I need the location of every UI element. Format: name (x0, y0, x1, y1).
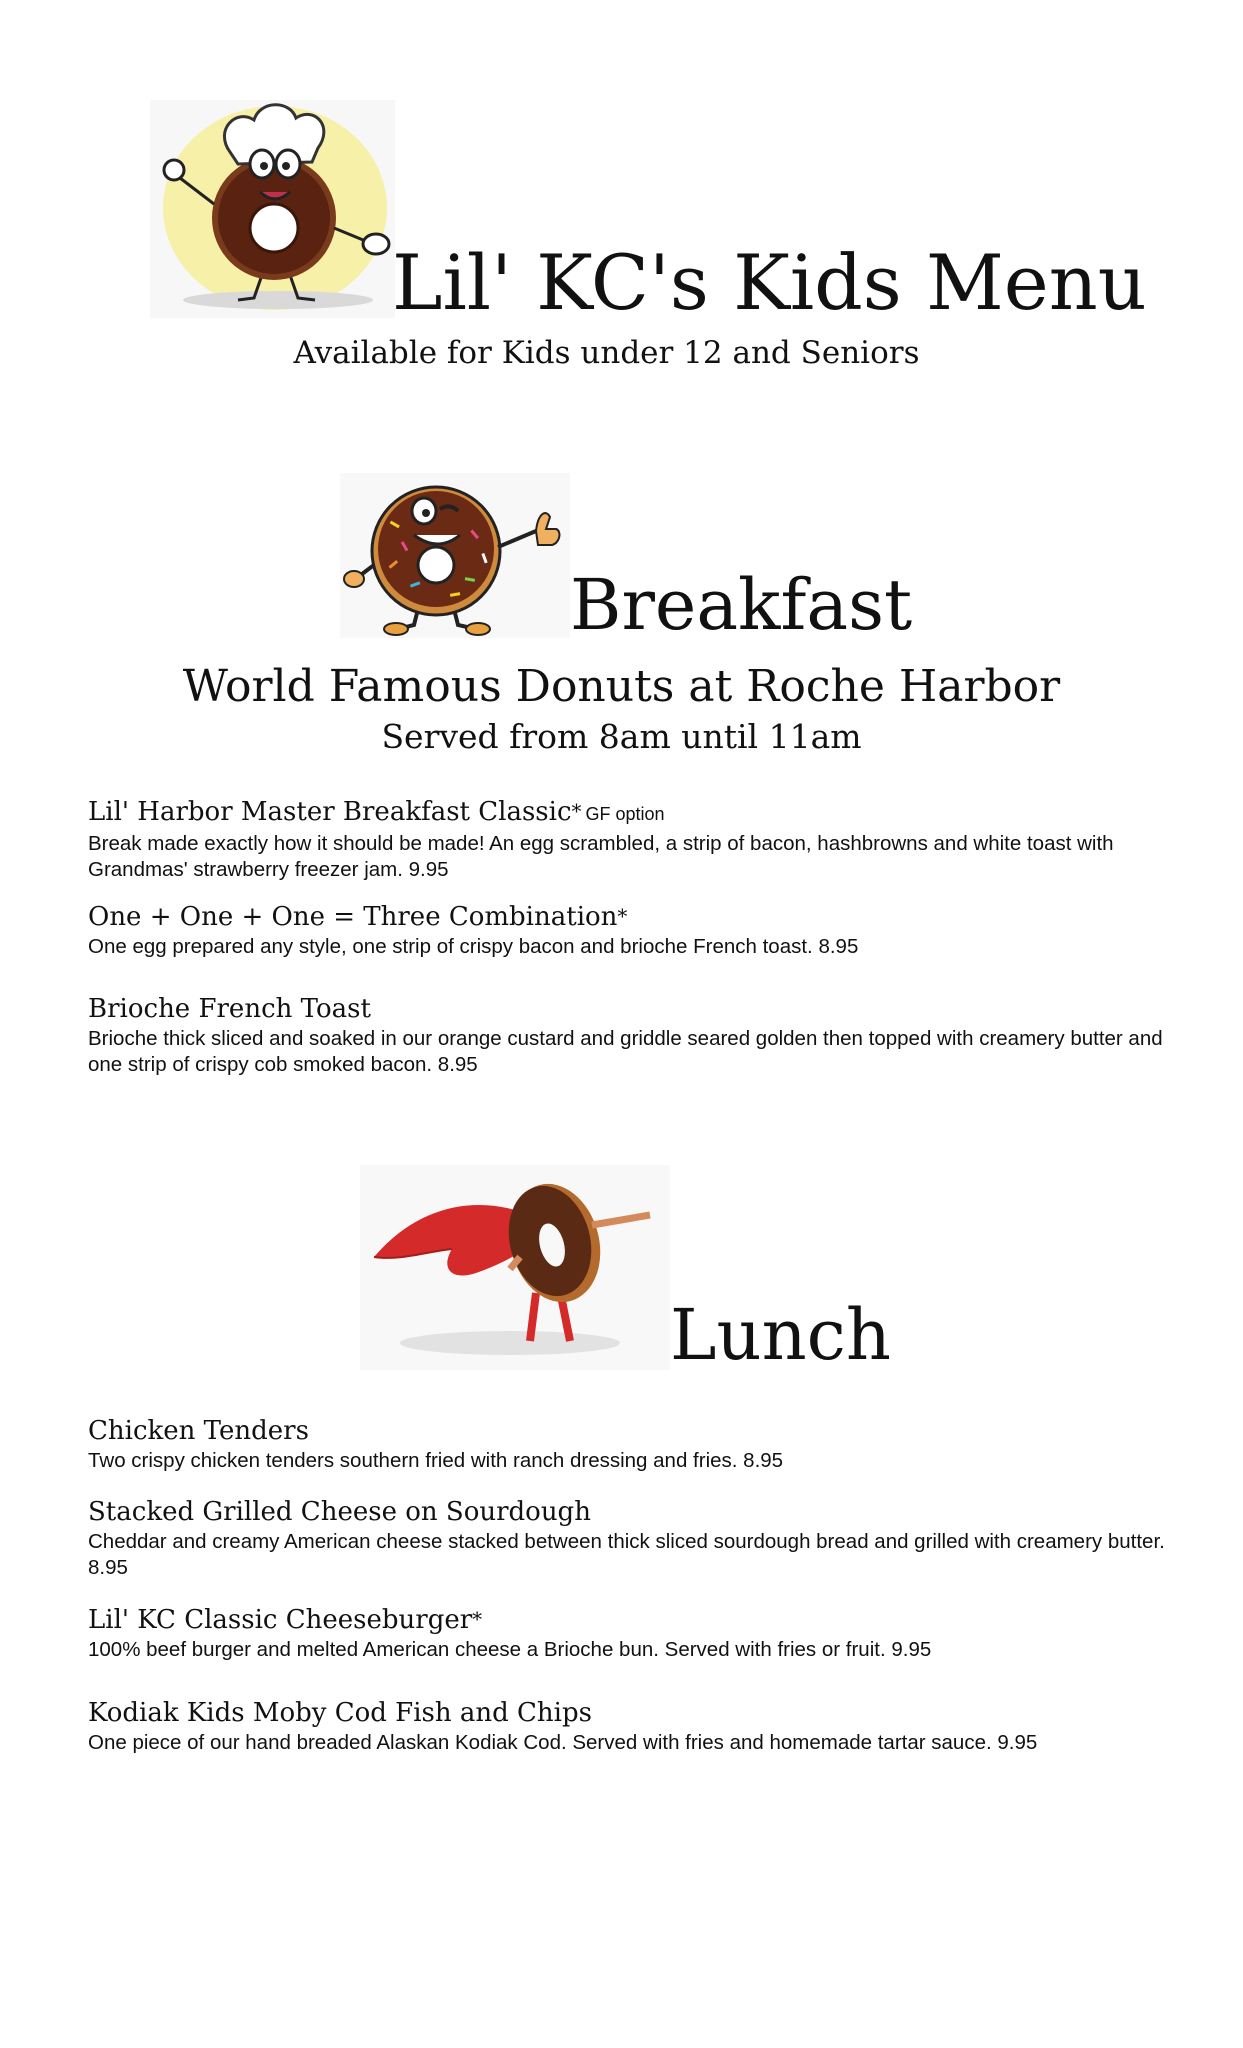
menu-item-name: Stacked Grilled Cheese on Sourdough (88, 1497, 591, 1527)
menu-item-name: Chicken Tenders (88, 1416, 309, 1446)
menu-item-name: Lil' Harbor Master Breakfast Classic* GF option (88, 797, 665, 827)
chef-donut-icon (150, 100, 395, 318)
menu-item-description: Cheddar and creamy American cheese stacked between thick sliced sourdough bread and grilled with creamery butter. 8.95 (88, 1530, 1165, 1579)
breakfast-title: Breakfast (570, 564, 913, 646)
menu-item-name: Lil' KC Classic Cheeseburger* (88, 1605, 483, 1635)
menu-item-description: 100% beef burger and melted American cheese a Brioche bun. Served with fries or fruit. 9.95 (88, 1638, 932, 1661)
menu-item-description: Brioche thick sliced and soaked in our orange custard and griddle seared golden then topped with creamery butter and one strip of crispy cob smoked bacon. 8.95 (88, 1027, 1163, 1076)
menu-item-description: One piece of our hand breaded Alaskan Kodiak Cod. Served with fries and homemade tartar sauce. 9.95 (88, 1731, 1038, 1754)
gf-option-note: GF option (585, 804, 665, 824)
menu-item (88, 795, 1168, 883)
menu-item-name: One + One + One = Three Combination* (88, 902, 628, 932)
menu-item (88, 1415, 1168, 1474)
superhero-donut-icon (360, 1165, 670, 1370)
menu-item-description: One egg prepared any style, one strip of crispy bacon and brioche French toast. 8.95 (88, 935, 859, 958)
lunch-title: Lunch (670, 1294, 891, 1376)
menu-item-description: Break made exactly how it should be made! An egg scrambled, a strip of bacon, hashbrowns and white toast with Grandmas' strawberry freezer jam. 9.95 (88, 832, 1114, 881)
menu-item (88, 993, 1168, 1078)
sprinkle-donut-thumbs-up-icon (340, 473, 570, 638)
menu-item-name: Brioche French Toast (88, 994, 371, 1024)
page-title: Lil' KC's Kids Menu (392, 238, 1147, 327)
menu-item (88, 900, 1168, 960)
page-subtitle-text: Available for Kids under 12 and Seniors (293, 335, 920, 371)
menu-item (88, 1496, 1168, 1581)
menu-item (88, 1697, 1168, 1756)
menu-item-name: Kodiak Kids Moby Cod Fish and Chips (88, 1698, 592, 1728)
menu-item-description: Two crispy chicken tenders southern fried with ranch dressing and fries. 8.95 (88, 1449, 784, 1472)
breakfast-hours: Served from 8am until 11am (381, 717, 862, 756)
menu-item (88, 1603, 1168, 1663)
breakfast-tagline: World Famous Donuts at Roche Harbor (182, 661, 1061, 712)
page-subtitle (0, 335, 1243, 371)
